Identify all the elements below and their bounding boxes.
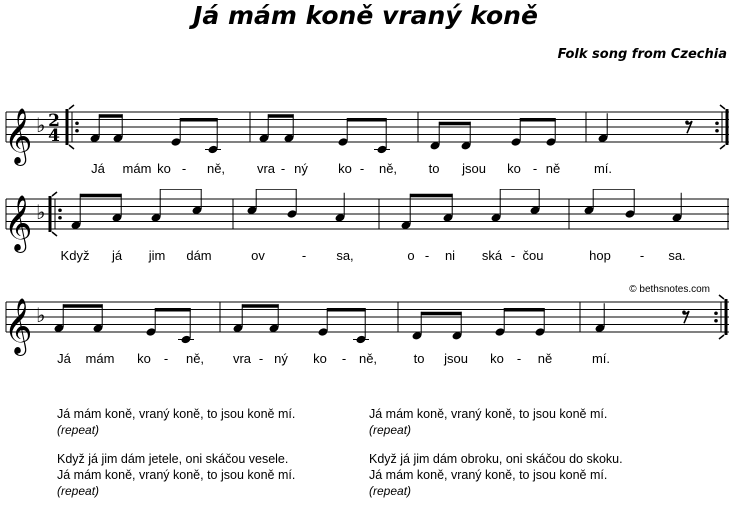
lyric-syllable: ko bbox=[313, 351, 327, 366]
lyric-syllable: jsou bbox=[444, 351, 468, 366]
time-signature-top: 2 bbox=[48, 111, 60, 131]
eighth-rest-dot bbox=[682, 310, 686, 314]
lyric-syllable: ně, bbox=[185, 351, 205, 366]
lyric-syllable: to bbox=[428, 161, 440, 176]
lyric-syllable: - bbox=[510, 248, 516, 263]
lyric-syllable: ov bbox=[251, 248, 265, 263]
lyric-syllable: ko bbox=[338, 161, 352, 176]
lyric-syllable: hop bbox=[589, 248, 611, 263]
lyric-syllable: ko bbox=[137, 351, 151, 366]
repeat-dot bbox=[58, 208, 62, 212]
treble-clef: 𝄞 bbox=[4, 195, 33, 251]
staff-system-1 bbox=[0, 102, 731, 172]
flat-key-signature: ♭ bbox=[36, 303, 46, 327]
lyric-syllable: jsou bbox=[462, 161, 486, 176]
lyric-syllable: - bbox=[341, 351, 347, 366]
lyric-syllable: ně bbox=[537, 351, 553, 366]
lyric-syllable: mám bbox=[85, 351, 115, 366]
staff-system-2 bbox=[0, 189, 731, 259]
repeat-dot bbox=[75, 121, 79, 125]
note-beam bbox=[410, 194, 453, 198]
treble-clef: 𝄞 bbox=[4, 108, 33, 164]
lyric-syllable: vra bbox=[256, 161, 276, 176]
repeat-dot bbox=[75, 129, 79, 133]
note-beam bbox=[504, 308, 545, 312]
lyric-syllable: mám bbox=[122, 161, 152, 176]
repeat-marker: (repeat) bbox=[57, 484, 100, 498]
lyric-syllable: já bbox=[111, 248, 123, 263]
lyric-syllable: Když bbox=[60, 248, 90, 263]
lyric-syllable: jim bbox=[148, 248, 166, 263]
lyric-syllable: mí. bbox=[593, 161, 613, 176]
lyric-syllable: ný bbox=[294, 161, 308, 176]
lyric-syllable: - bbox=[258, 351, 264, 366]
lyric-syllable: ně, bbox=[358, 351, 378, 366]
note-beam bbox=[268, 114, 294, 118]
repeat-dot bbox=[715, 121, 719, 125]
lyric-syllable: to bbox=[413, 351, 425, 366]
lyric-syllable: vra bbox=[232, 351, 252, 366]
lyric-syllable: - bbox=[280, 161, 286, 176]
lyric-syllable: o bbox=[407, 248, 415, 263]
note-beam bbox=[180, 118, 218, 122]
verse-block-right bbox=[369, 406, 623, 499]
note-beam bbox=[593, 189, 635, 190]
lyric-syllable: mí. bbox=[591, 351, 611, 366]
copyright-notice: © bethsnotes.com bbox=[629, 284, 710, 295]
note-beam bbox=[99, 114, 123, 118]
note-beam bbox=[347, 118, 387, 122]
verse-line: Já mám koně, vraný koně, to jsou koně mí. bbox=[369, 468, 608, 482]
song-origin: Folk song from Czechia bbox=[557, 47, 727, 62]
lyric-syllable: ko bbox=[507, 161, 521, 176]
time-signature-bottom: 4 bbox=[48, 126, 60, 146]
repeat-marker: (repeat) bbox=[369, 423, 412, 437]
lyric-syllable: sa, bbox=[336, 248, 354, 263]
flat-key-signature: ♭ bbox=[36, 113, 46, 137]
verse-line: Já mám koně, vraný koně, to jsou koně mí. bbox=[57, 407, 296, 421]
lyric-syllable: ně, bbox=[206, 161, 226, 176]
lyric-syllable: - bbox=[532, 161, 538, 176]
lyric-syllable: Já bbox=[91, 161, 105, 176]
note-beam bbox=[500, 189, 540, 190]
lyric-syllable: ně bbox=[545, 161, 561, 176]
verse-block-left bbox=[57, 406, 295, 499]
lyric-syllable: sa. bbox=[668, 248, 686, 263]
lyric-syllable: - bbox=[359, 161, 365, 176]
lyric-syllable: ni bbox=[444, 248, 456, 263]
lyric-syllable: čou bbox=[522, 248, 544, 263]
verse-line: Když já jim dám obroku, oni skáčou do skoku. bbox=[369, 452, 623, 466]
note-beam bbox=[439, 122, 471, 126]
note-beam bbox=[421, 312, 462, 316]
lyric-syllable: - bbox=[424, 248, 430, 263]
note-beam bbox=[80, 194, 122, 198]
song-title: Já mám koně vraný koně bbox=[193, 1, 538, 30]
repeat-dot bbox=[715, 129, 719, 133]
lyric-syllable: - bbox=[181, 161, 187, 176]
note-beam bbox=[256, 189, 297, 190]
repeat-dot bbox=[58, 216, 62, 220]
note-beam bbox=[327, 308, 366, 312]
lyric-syllable: - bbox=[163, 351, 169, 366]
note-beam bbox=[520, 118, 556, 122]
note-beam bbox=[155, 308, 191, 312]
repeat-marker: (repeat) bbox=[57, 423, 100, 437]
lyric-syllable: - bbox=[301, 248, 307, 263]
verse-line: Když já jim dám jetele, oni skáčou vesele. bbox=[57, 452, 289, 466]
lyric-syllable: ko bbox=[157, 161, 171, 176]
lyric-syllable: - bbox=[516, 351, 522, 366]
lyric-syllable: ně, bbox=[378, 161, 398, 176]
lyric-syllable: Já bbox=[57, 351, 71, 366]
lyric-syllable: ný bbox=[274, 351, 288, 366]
repeat-dot bbox=[714, 311, 718, 315]
eighth-rest-dot bbox=[685, 120, 689, 124]
treble-clef: 𝄞 bbox=[4, 298, 33, 354]
flat-key-signature: ♭ bbox=[36, 200, 46, 224]
lyric-syllable: dám bbox=[186, 248, 212, 263]
lyric-syllable: ská bbox=[481, 248, 503, 263]
repeat-dot bbox=[714, 319, 718, 323]
note-beam bbox=[160, 189, 202, 190]
note-beam bbox=[242, 304, 279, 308]
note-beam bbox=[63, 304, 102, 308]
lyric-syllable: ko bbox=[490, 351, 504, 366]
verse-line: Já mám koně, vraný koně, to jsou koně mí. bbox=[369, 407, 608, 421]
lyric-syllable: - bbox=[639, 248, 645, 263]
verse-line: Já mám koně, vraný koně, to jsou koně mí. bbox=[57, 468, 296, 482]
repeat-marker: (repeat) bbox=[369, 484, 412, 498]
